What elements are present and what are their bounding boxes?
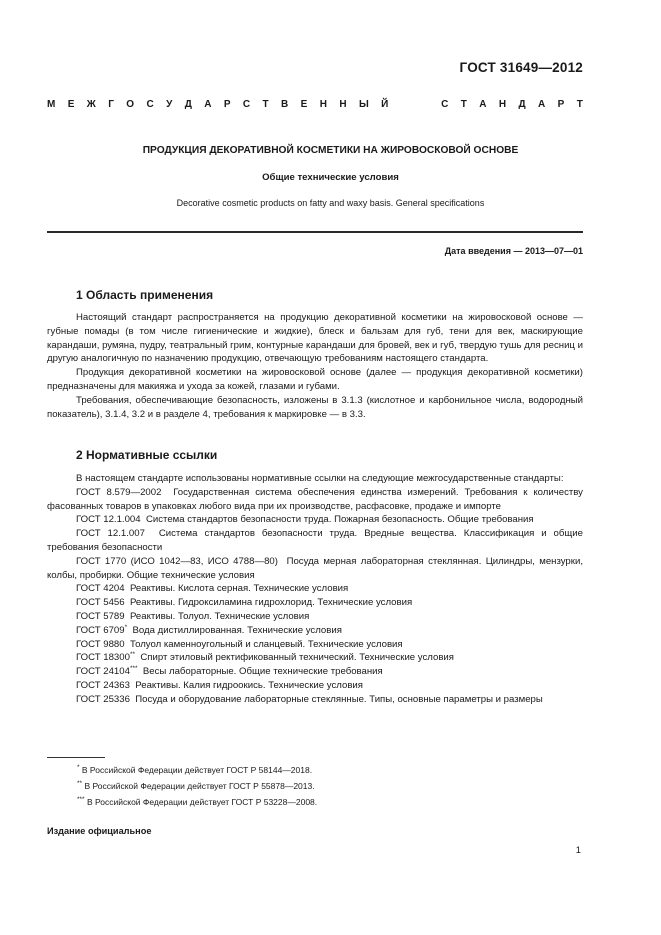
paragraph: Продукция декоративной косметики на жировосковой основе (далее — продукция декоративной косметики) предназначены для макияжа и ухода за кожей, глазами и губами.: [47, 367, 583, 392]
footnote: [77, 795, 317, 811]
banner-letter: Н: [498, 99, 507, 110]
reference-code: ГОСТ 24104: [76, 666, 130, 678]
reference-item: [47, 679, 583, 693]
reference-code: ГОСТ 5789: [76, 610, 125, 622]
reference-title: Система стандартов безопасности труда. Пожарная безопасность. Общие требования: [145, 514, 534, 526]
banner-letter: О: [126, 99, 135, 110]
banner-letter: Ж: [86, 99, 96, 110]
section-1-body: [47, 311, 583, 421]
banner-letter: С: [146, 99, 154, 110]
reference-title: Посуда мерная лабораторная стеклянная. Цилиндры, мензурки, колбы, пробирки. Общие технические условия: [47, 555, 583, 581]
banner-letter: Й: [381, 99, 389, 110]
reference-code: ГОСТ 18300: [76, 652, 130, 664]
banner-letter: С: [242, 99, 251, 110]
footnote-text: В Российской Федерации действует ГОСТ Р 55878—2013.: [84, 780, 315, 791]
reference-title: Спирт этиловый ректификованный технический. Технические условия: [140, 652, 454, 664]
banner-letter: Ы: [358, 99, 369, 110]
reference-item: [47, 486, 583, 514]
footnote-mark: *: [77, 764, 80, 772]
reference-mark: ***: [129, 664, 138, 672]
footnote-rule: [47, 757, 105, 758]
paragraph: В настоящем стандарте использованы нормативные ссылки на следующие межгосударственные стандарты:: [76, 473, 564, 484]
reference-item: [47, 582, 583, 596]
section-2-heading: 2 Нормативные ссылки: [76, 448, 218, 462]
reference-title: Государственная система обеспечения единства измерений. Требования к количеству фасованных товаров в упаковках любого вида при их производстве, расфасовке, продаже и импорте: [47, 486, 583, 512]
footnote: [77, 779, 317, 795]
banner-letter: Е: [300, 99, 308, 110]
reference-code: ГОСТ 9880: [76, 638, 125, 650]
reference-title: Реактивы. Гидроксиламина гидрохлорид. Технические условия: [129, 597, 413, 609]
banner-letter: А: [538, 99, 546, 110]
reference-mark: **: [129, 651, 135, 659]
banner-letter: Н: [319, 99, 327, 110]
banner-letter: С: [441, 99, 449, 110]
footnote-mark: **: [77, 779, 83, 787]
reference-item: [47, 638, 583, 652]
reference-title: Система стандартов безопасности труда. Вредные вещества. Классификация и общие требования безопасности: [47, 528, 583, 553]
reference-code: ГОСТ 1770 (ИСО 1042—83, ИСО 4788—80): [76, 555, 278, 567]
section-2-body: [47, 472, 583, 707]
banner-letter: Д: [184, 99, 192, 110]
reference-item: [47, 555, 583, 583]
banner-letter: Р: [557, 99, 565, 110]
footnote-mark: ***: [77, 795, 85, 803]
banner-letter: У: [166, 99, 173, 110]
document-subtitle: Общие технические условия: [262, 172, 399, 183]
introduction-date: Дата введения — 2013—07—01: [444, 246, 583, 256]
banner-letter: Т: [262, 99, 269, 110]
paragraph: Требования, обеспечивающие безопасность, изложены в 3.1.3 (кислотное и карбонильное числа, водородный показатель), 3.1.4, 3.2 и в разделе 4, требования к маркировке — в 3.3.: [47, 394, 583, 420]
official-edition-label: Издание официальное: [47, 826, 152, 836]
interstate-standard-banner: [47, 99, 583, 110]
reference-title: Посуда и оборудование лабораторные стеклянные. Типы, основные параметры и размеры: [135, 693, 543, 705]
paragraph: Настоящий стандарт распространяется на продукцию декоративной косметики на жировосковой основе — губные помады (в том числе гигиенические и жидкие), блеск и бальзам для губ, тени для век, маскирующие карандаши, румяна, пудру, театральный грим, контурные карандаши для бровей, век и губ, твердую тушь для ресниц и другую аналогичную по назначению продукцию, отвечающую требованиям настоящего стандарта.: [47, 312, 583, 365]
reference-code: ГОСТ 5456: [76, 597, 125, 609]
english-title: Decorative cosmetic products on fatty and waxy basis. General specifications: [176, 198, 485, 208]
title-rule: [47, 231, 583, 233]
reference-item: [47, 596, 583, 610]
footnote-text: В Российской Федерации действует ГОСТ Р 58144—2018.: [81, 765, 313, 775]
reference-mark: *: [124, 623, 128, 631]
banner-letter: Д: [518, 99, 526, 110]
footnotes: [77, 763, 317, 810]
reference-code: ГОСТ 4204: [76, 583, 125, 595]
banner-letter: Т: [460, 99, 467, 110]
page-number: 1: [575, 845, 581, 856]
reference-title: Весы лабораторные. Общие технические требования: [142, 666, 383, 678]
reference-item: [47, 665, 583, 679]
reference-code: ГОСТ 25336: [76, 693, 130, 705]
footnote: [77, 763, 317, 779]
reference-title: Реактивы. Толуол. Технические условия: [129, 610, 310, 622]
standard-number: ГОСТ 31649—2012: [459, 60, 583, 75]
reference-item: [47, 527, 583, 555]
banner-letter: Е: [67, 99, 75, 110]
banner-letter: В: [281, 99, 289, 110]
banner-letter: Т: [576, 99, 583, 110]
reference-title: Реактивы. Калия гидроокись. Технические условия: [135, 679, 363, 691]
reference-title: Толуол каменноугольный и сланцевый. Технические условия: [129, 638, 403, 650]
reference-item: [47, 693, 583, 707]
reference-item: [47, 651, 583, 665]
banner-letter: Р: [223, 99, 231, 110]
banner-letter: А: [204, 99, 212, 110]
reference-code: ГОСТ 12.1.007: [76, 528, 145, 540]
reference-code: ГОСТ 6709: [76, 624, 125, 636]
banner-letter: А: [479, 99, 487, 110]
reference-code: ГОСТ 24363: [76, 679, 130, 691]
reference-item: [47, 513, 583, 527]
document-title: ПРОДУКЦИЯ ДЕКОРАТИВНОЙ КОСМЕТИКИ НА ЖИРОВОСКОВОЙ ОСНОВЕ: [142, 145, 519, 156]
banner-letter: М: [47, 99, 56, 110]
banner-gap: [401, 99, 429, 110]
footnote-text: В Российской Федерации действует ГОСТ Р 53228—2008.: [86, 796, 318, 807]
reference-item: [47, 624, 583, 638]
section-1-heading: 1 Область применения: [76, 288, 214, 302]
reference-item: [47, 610, 583, 624]
reference-code: ГОСТ 12.1.004: [76, 514, 141, 526]
banner-letter: Н: [339, 99, 347, 110]
reference-title: Реактивы. Кислота серная. Технические условия: [129, 583, 349, 595]
reference-title: Вода дистиллированная. Технические условия: [132, 624, 342, 636]
reference-code: ГОСТ 8.579—2002: [76, 486, 162, 498]
banner-letter: Г: [108, 99, 114, 110]
